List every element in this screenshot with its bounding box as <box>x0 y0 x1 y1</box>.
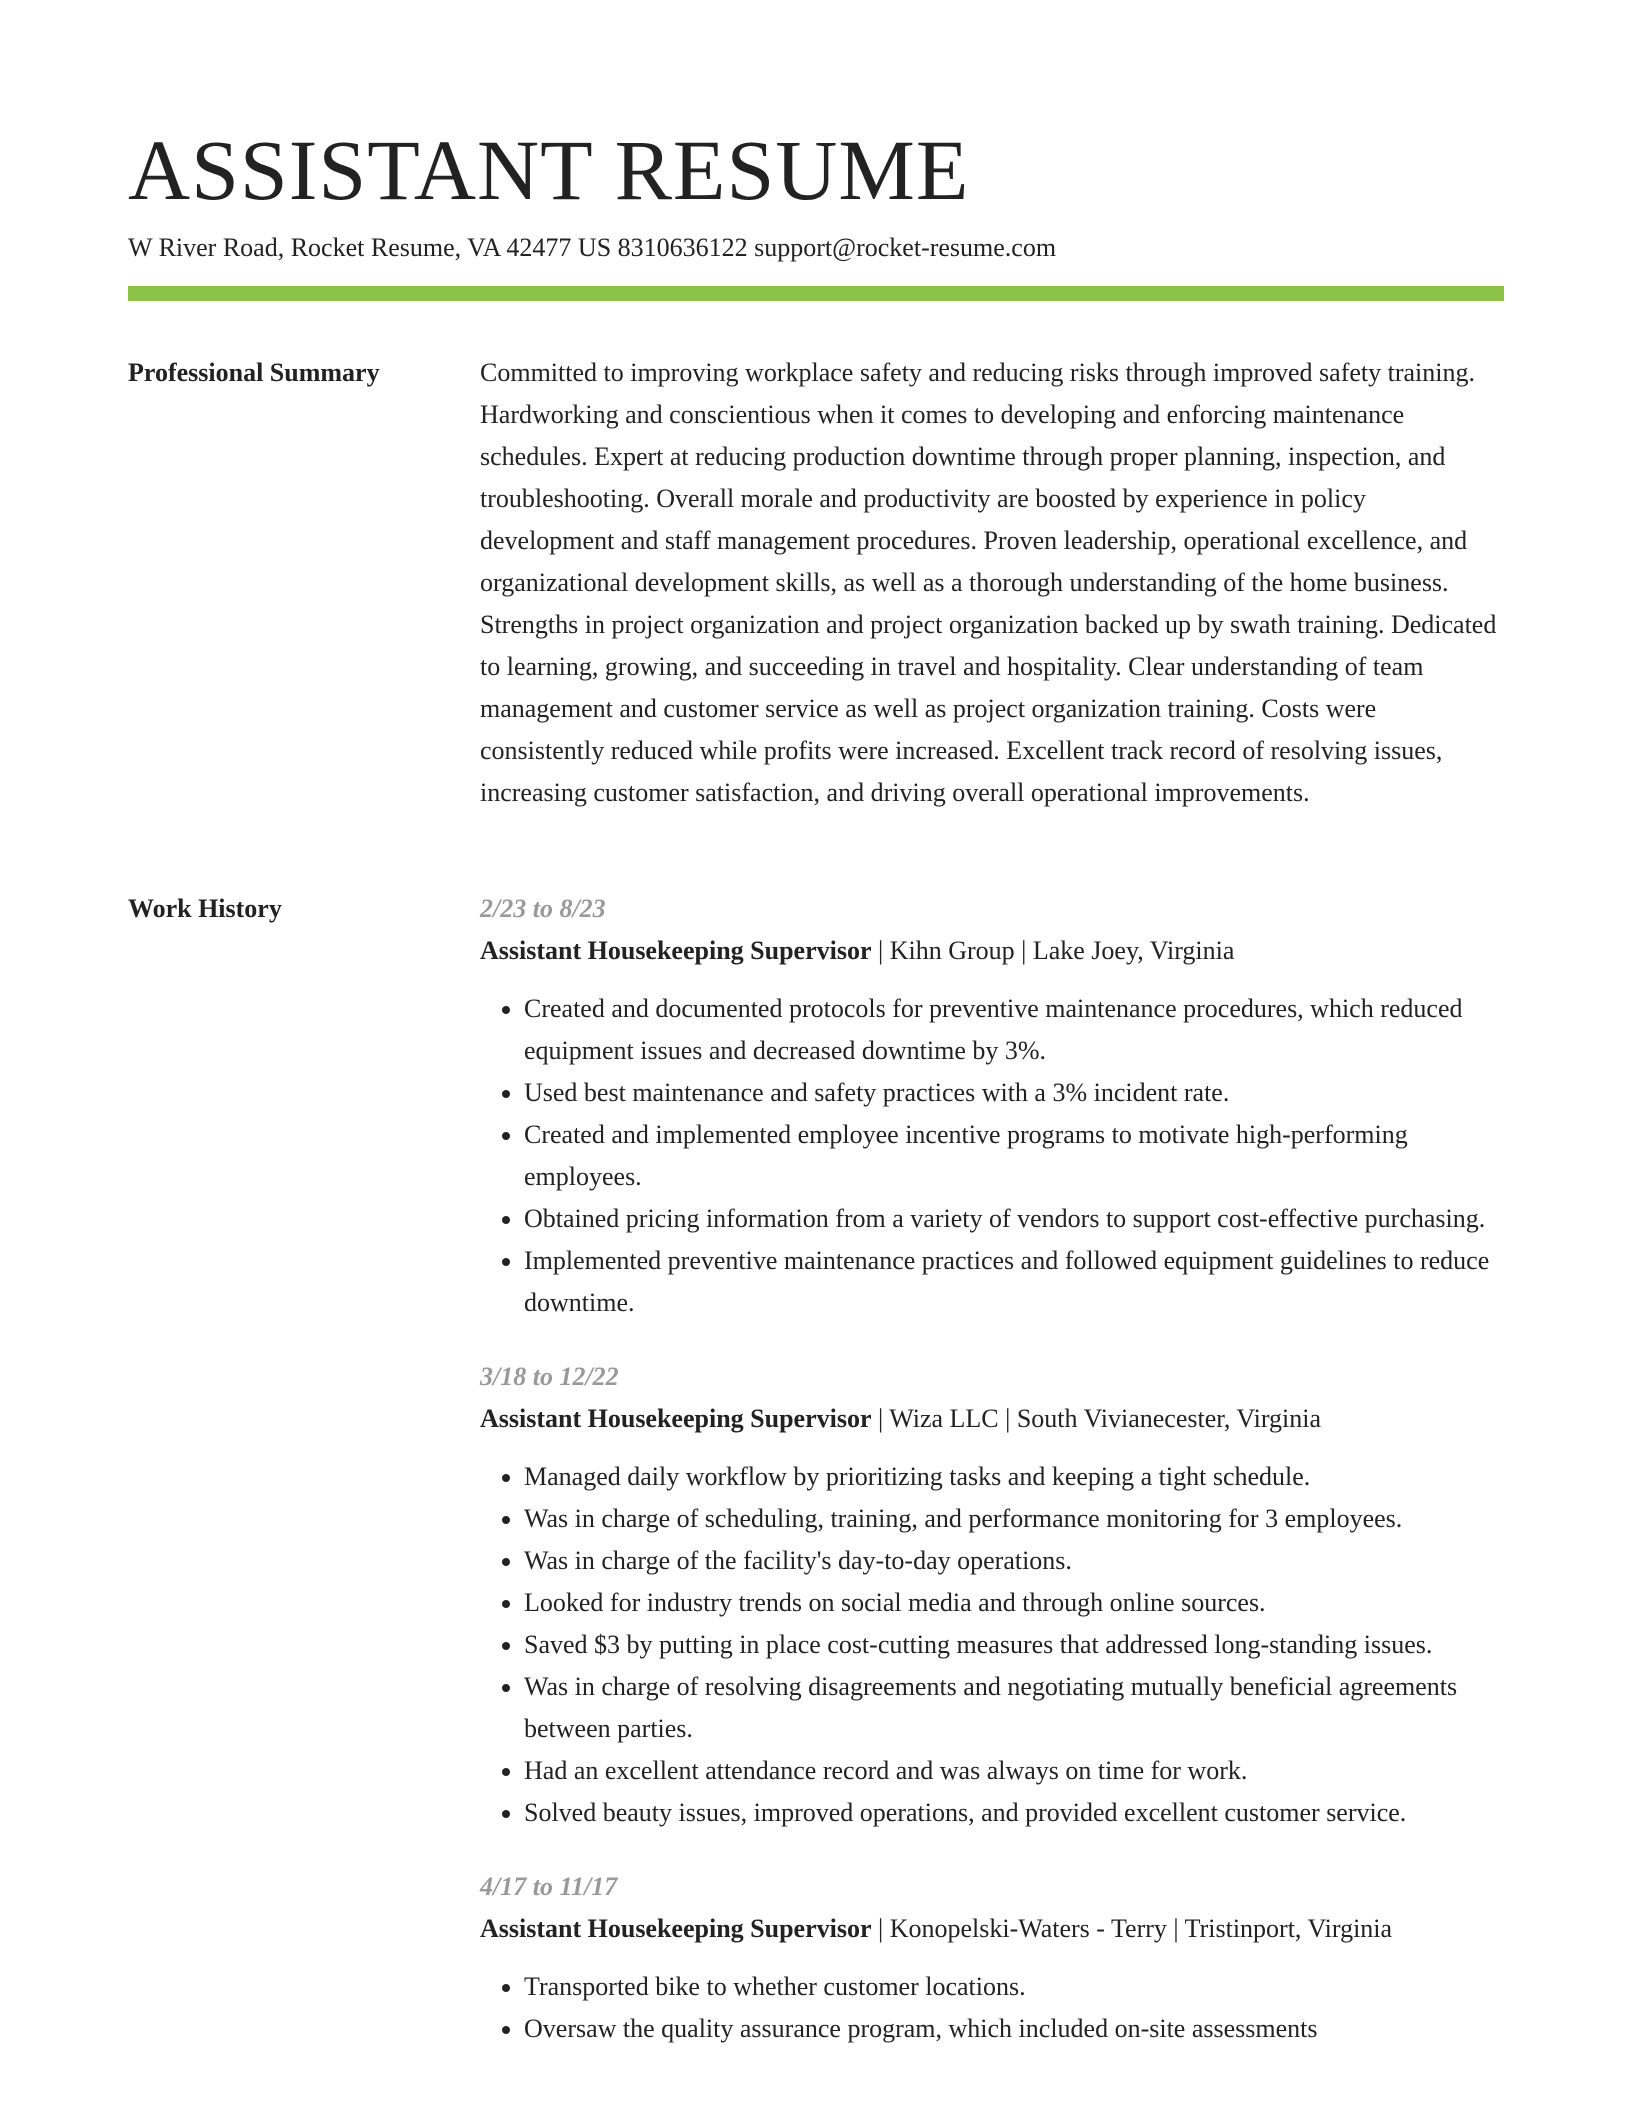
job-header <box>480 1398 1504 1440</box>
job-bullet: • Saved $3 by putting in place cost-cutting measures that addressed long-standing issues. <box>524 1624 1504 1666</box>
header-divider <box>128 286 1504 301</box>
section-heading-work-history: Work History <box>128 894 282 923</box>
job-bullet: • Transported bike to whether customer locations. <box>524 1966 1504 2008</box>
job-bullet: • Managed daily workflow by prioritizing tasks and keeping a tight schedule. <box>524 1456 1504 1498</box>
job-header <box>480 1908 1504 1950</box>
section-heading-summary: Professional Summary <box>128 358 380 387</box>
job-title: Assistant Housekeeping Supervisor <box>480 1914 872 1943</box>
job-dates: 4/17 to 11/17 <box>480 1872 618 1901</box>
job-bullet: • Obtained pricing information from a variety of vendors to support cost-effective purchasing. <box>524 1198 1504 1240</box>
job-bullet: • Created and documented protocols for preventive maintenance procedures, which reduced equipment issues and decreased downtime by 3%. <box>524 988 1504 1072</box>
job-bullets <box>480 1966 1504 2050</box>
job-title: Assistant Housekeeping Supervisor <box>480 1404 872 1433</box>
job-bullet: • Had an excellent attendance record and was always on time for work. <box>524 1750 1504 1792</box>
job-bullets <box>480 1456 1504 1834</box>
job-details: | Wiza LLC | South Vivianecester, Virginia <box>871 1404 1322 1433</box>
job-bullet: • Was in charge of scheduling, training, and performance monitoring for 3 employees. <box>524 1498 1504 1540</box>
job-bullet: • Was in charge of resolving disagreements and negotiating mutually beneficial agreements between parties. <box>524 1666 1504 1750</box>
job-bullets <box>480 988 1504 1324</box>
resume-name: ASSISTANT RESUME <box>128 122 970 218</box>
job-bullet: • Created and implemented employee incentive programs to motivate high-performing employees. <box>524 1114 1504 1198</box>
job-details: | Konopelski-Waters - Terry | Tristinport, Virginia <box>871 1914 1393 1943</box>
contact-info: W River Road, Rocket Resume, VA 42477 US 8310636122 support@rocket-resume.com <box>128 233 1057 262</box>
job-entry <box>480 1356 1504 1834</box>
job-bullet: • Oversaw the quality assurance program, which included on-site assessments <box>524 2008 1504 2050</box>
summary-body <box>480 352 1504 814</box>
job-header <box>480 930 1504 972</box>
job-entry <box>480 1866 1504 2050</box>
summary-text: Committed to improving workplace safety and reducing risks through improved safety training. Hardworking and conscientious when it comes to developing and enforcing maintenance schedules. Expert at reducing production downtime through proper planning, inspection, and troubleshooting. Overall morale and productivity are boosted by experience in policy development and staff management procedures. Proven leadership, operational excellence, and organizational development skills, as well as a thorough understanding of the home business. Strengths in project organization and project organization backed up by swath training. Dedicated to learning, growing, and succeeding in travel and hospitality. Clear understanding of team management and customer service as well as project organization training. Costs were consistently reduced while profits were increased. Excellent track record of resolving issues, increasing customer satisfaction, and driving overall operational improvements. <box>480 358 1497 807</box>
job-bullet: • Solved beauty issues, improved operations, and provided excellent customer service. <box>524 1792 1504 1834</box>
job-bullet: • Implemented preventive maintenance practices and followed equipment guidelines to reduce downtime. <box>524 1240 1504 1324</box>
job-bullet: • Used best maintenance and safety practices with a 3% incident rate. <box>524 1072 1504 1114</box>
job-dates: 3/18 to 12/22 <box>480 1362 619 1391</box>
job-details: | Kihn Group | Lake Joey, Virginia <box>871 936 1235 965</box>
job-title: Assistant Housekeeping Supervisor <box>480 936 872 965</box>
work-history-body <box>480 888 1504 2082</box>
job-bullet: • Was in charge of the facility's day-to-day operations. <box>524 1540 1504 1582</box>
job-dates: 2/23 to 8/23 <box>480 894 606 923</box>
job-entry <box>480 888 1504 1324</box>
job-bullet: • Looked for industry trends on social media and through online sources. <box>524 1582 1504 1624</box>
